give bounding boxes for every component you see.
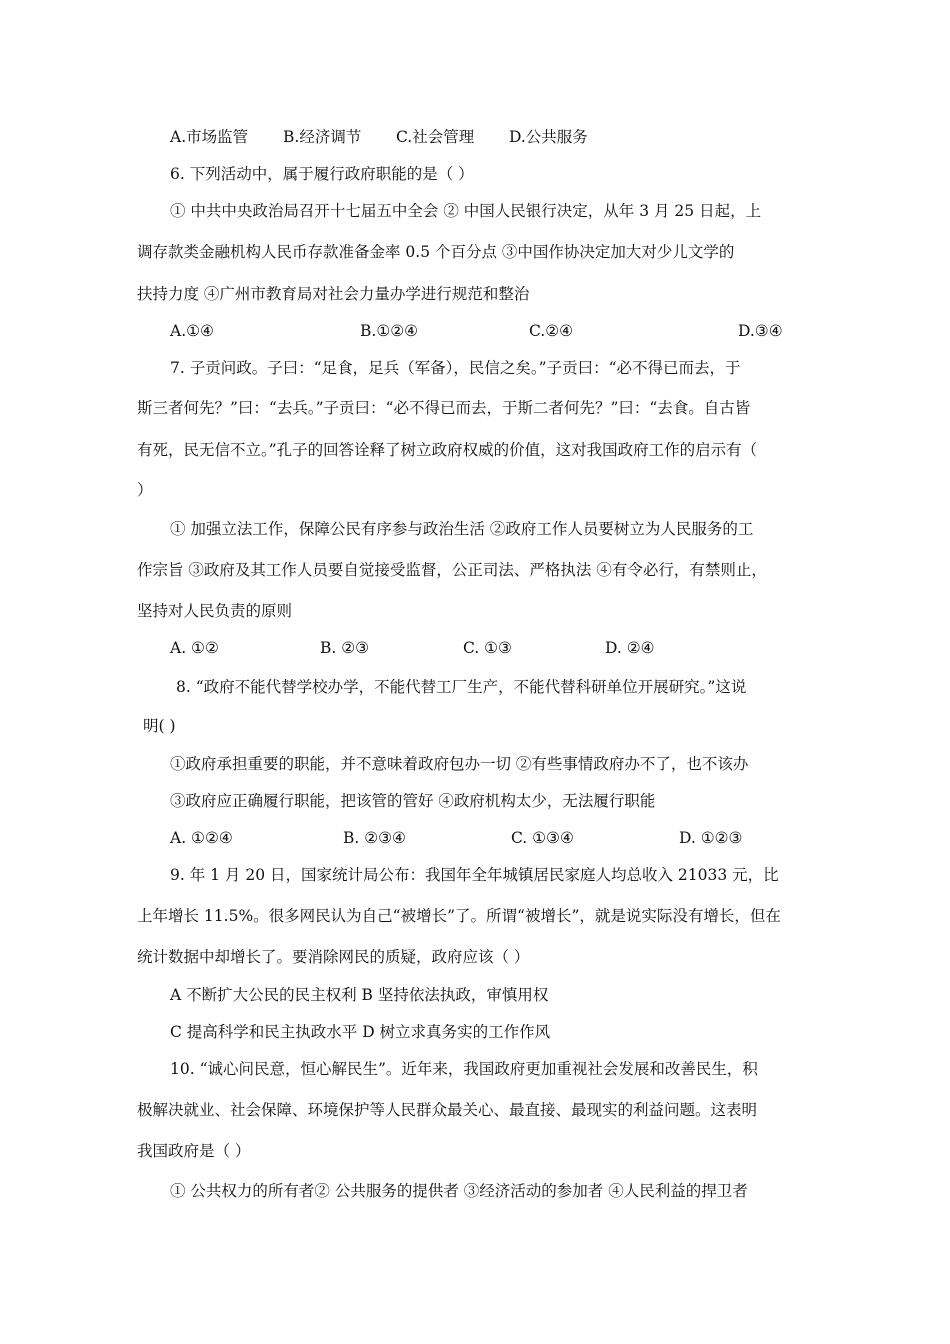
q7-option-a: A. ①② <box>170 639 219 657</box>
q8-body-line: ③政府应正确履行职能，把该管的管好 ④政府机构太少，无法履行职能 <box>170 792 656 810</box>
q7-option-c: C. ①③ <box>463 639 512 657</box>
q5-option-b: B.经济调节 <box>283 128 362 146</box>
q6-body-line: ① 中共中央政治局召开十七届五中全会 ② 中国人民银行决定，从年 3 月 25 日起，上 <box>170 202 762 220</box>
q9-options-cd: C 提高科学和民主执政水平 D 树立求真务实的工作作风 <box>170 1023 551 1041</box>
q7-body-line: ① 加强立法工作，保障公民有序参与政治生活 ②政府工作人员要树立为人民服务的工 <box>170 520 754 538</box>
q8-body-line: ①政府承担重要的职能，并不意味着政府包办一切 ②有些事情政府办不了，也不该办 <box>170 755 749 773</box>
q9-options-ab: A 不断扩大公民的民主权利 B 坚持依法执政，审慎用权 <box>170 986 549 1004</box>
q8-option-b: B. ②③④ <box>343 829 406 847</box>
q9-stem-line: 9. 年 1 月 20 日，国家统计局公布：我国年全年城镇居民家庭人均总收入 21033 元，比 <box>170 866 779 884</box>
q8-option-d: D. ①②③ <box>679 829 743 847</box>
q6-stem: 6. 下列活动中，属于履行政府职能的是（ ） <box>170 165 474 183</box>
q8-option-c: C. ①③④ <box>511 829 574 847</box>
q7-stem-line: ） <box>137 481 153 499</box>
q6-body-line: 调存款类金融机构人民币存款准备金率 0.5 个百分点 ③中国作协决定加大对少儿文学的 <box>137 243 735 261</box>
q7-body-line: 坚持对人民负责的原则 <box>137 602 293 620</box>
q5-option-d: D.公共服务 <box>509 128 588 146</box>
q6-option-b: B.①②④ <box>360 322 419 340</box>
q9-stem-line: 统计数据中却增长了。要消除网民的质疑，政府应该（ ） <box>137 948 530 966</box>
q7-stem-line: 斯三者何先？”曰：“去兵。”子贡曰：“必不得已而去，于斯二者何先？”曰：“去食。自古皆 <box>137 399 751 417</box>
q6-option-c: C.②④ <box>529 322 574 340</box>
q6-option-a: A.①④ <box>170 322 214 340</box>
q7-option-d: D. ②④ <box>605 639 655 657</box>
q7-stem-line: 7. 子贡问政。子曰：“足食，足兵（军备），民信之矣。”子贡曰：“必不得已而去，于 <box>170 359 741 377</box>
q7-option-b: B. ②③ <box>320 639 370 657</box>
q6-option-d: D.③④ <box>738 322 783 340</box>
q8-stem-line: 明( ) <box>143 717 176 735</box>
q10-stem-line: 我国政府是（ ） <box>137 1142 251 1160</box>
q10-stem-line: 极解决就业、社会保障、环境保护等人民群众最关心、最直接、最现实的利益问题。这表明 <box>137 1101 758 1119</box>
q7-stem-line: 有死，民无信不立。”孔子的回答诠释了树立政府权威的价值，这对我国政府工作的启示有（ <box>137 441 758 459</box>
q6-body-line: 扶持力度 ④广州市教育局对社会力量办学进行规范和整治 <box>137 285 530 303</box>
q5-option-c: C.社会管理 <box>396 128 475 146</box>
q10-body-line: ① 公共权力的所有者② 公共服务的提供者 ③经济活动的参加者 ④人民利益的捍卫者 <box>170 1182 748 1200</box>
q8-stem-line: 8. “政府不能代替学校办学，不能代替工厂生产，不能代替科研单位开展研究。”这说 <box>176 678 747 696</box>
q5-option-a: A.市场监管 <box>170 128 249 146</box>
q7-body-line: 作宗旨 ③政府及其工作人员要自觉接受监督，公正司法、严格执法 ④有令必行，有禁则止， <box>137 561 767 579</box>
q8-option-a: A. ①②④ <box>170 829 233 847</box>
q10-stem-line: 10. “诚心问民意，恒心解民生”。近年来，我国政府更加重视社会发展和改善民生，积 <box>170 1060 758 1078</box>
q9-stem-line: 上年增长 11.5%。很多网民认为自己“被增长”了。所谓“被增长”，就是说实际没有增长，但在 <box>137 907 781 925</box>
